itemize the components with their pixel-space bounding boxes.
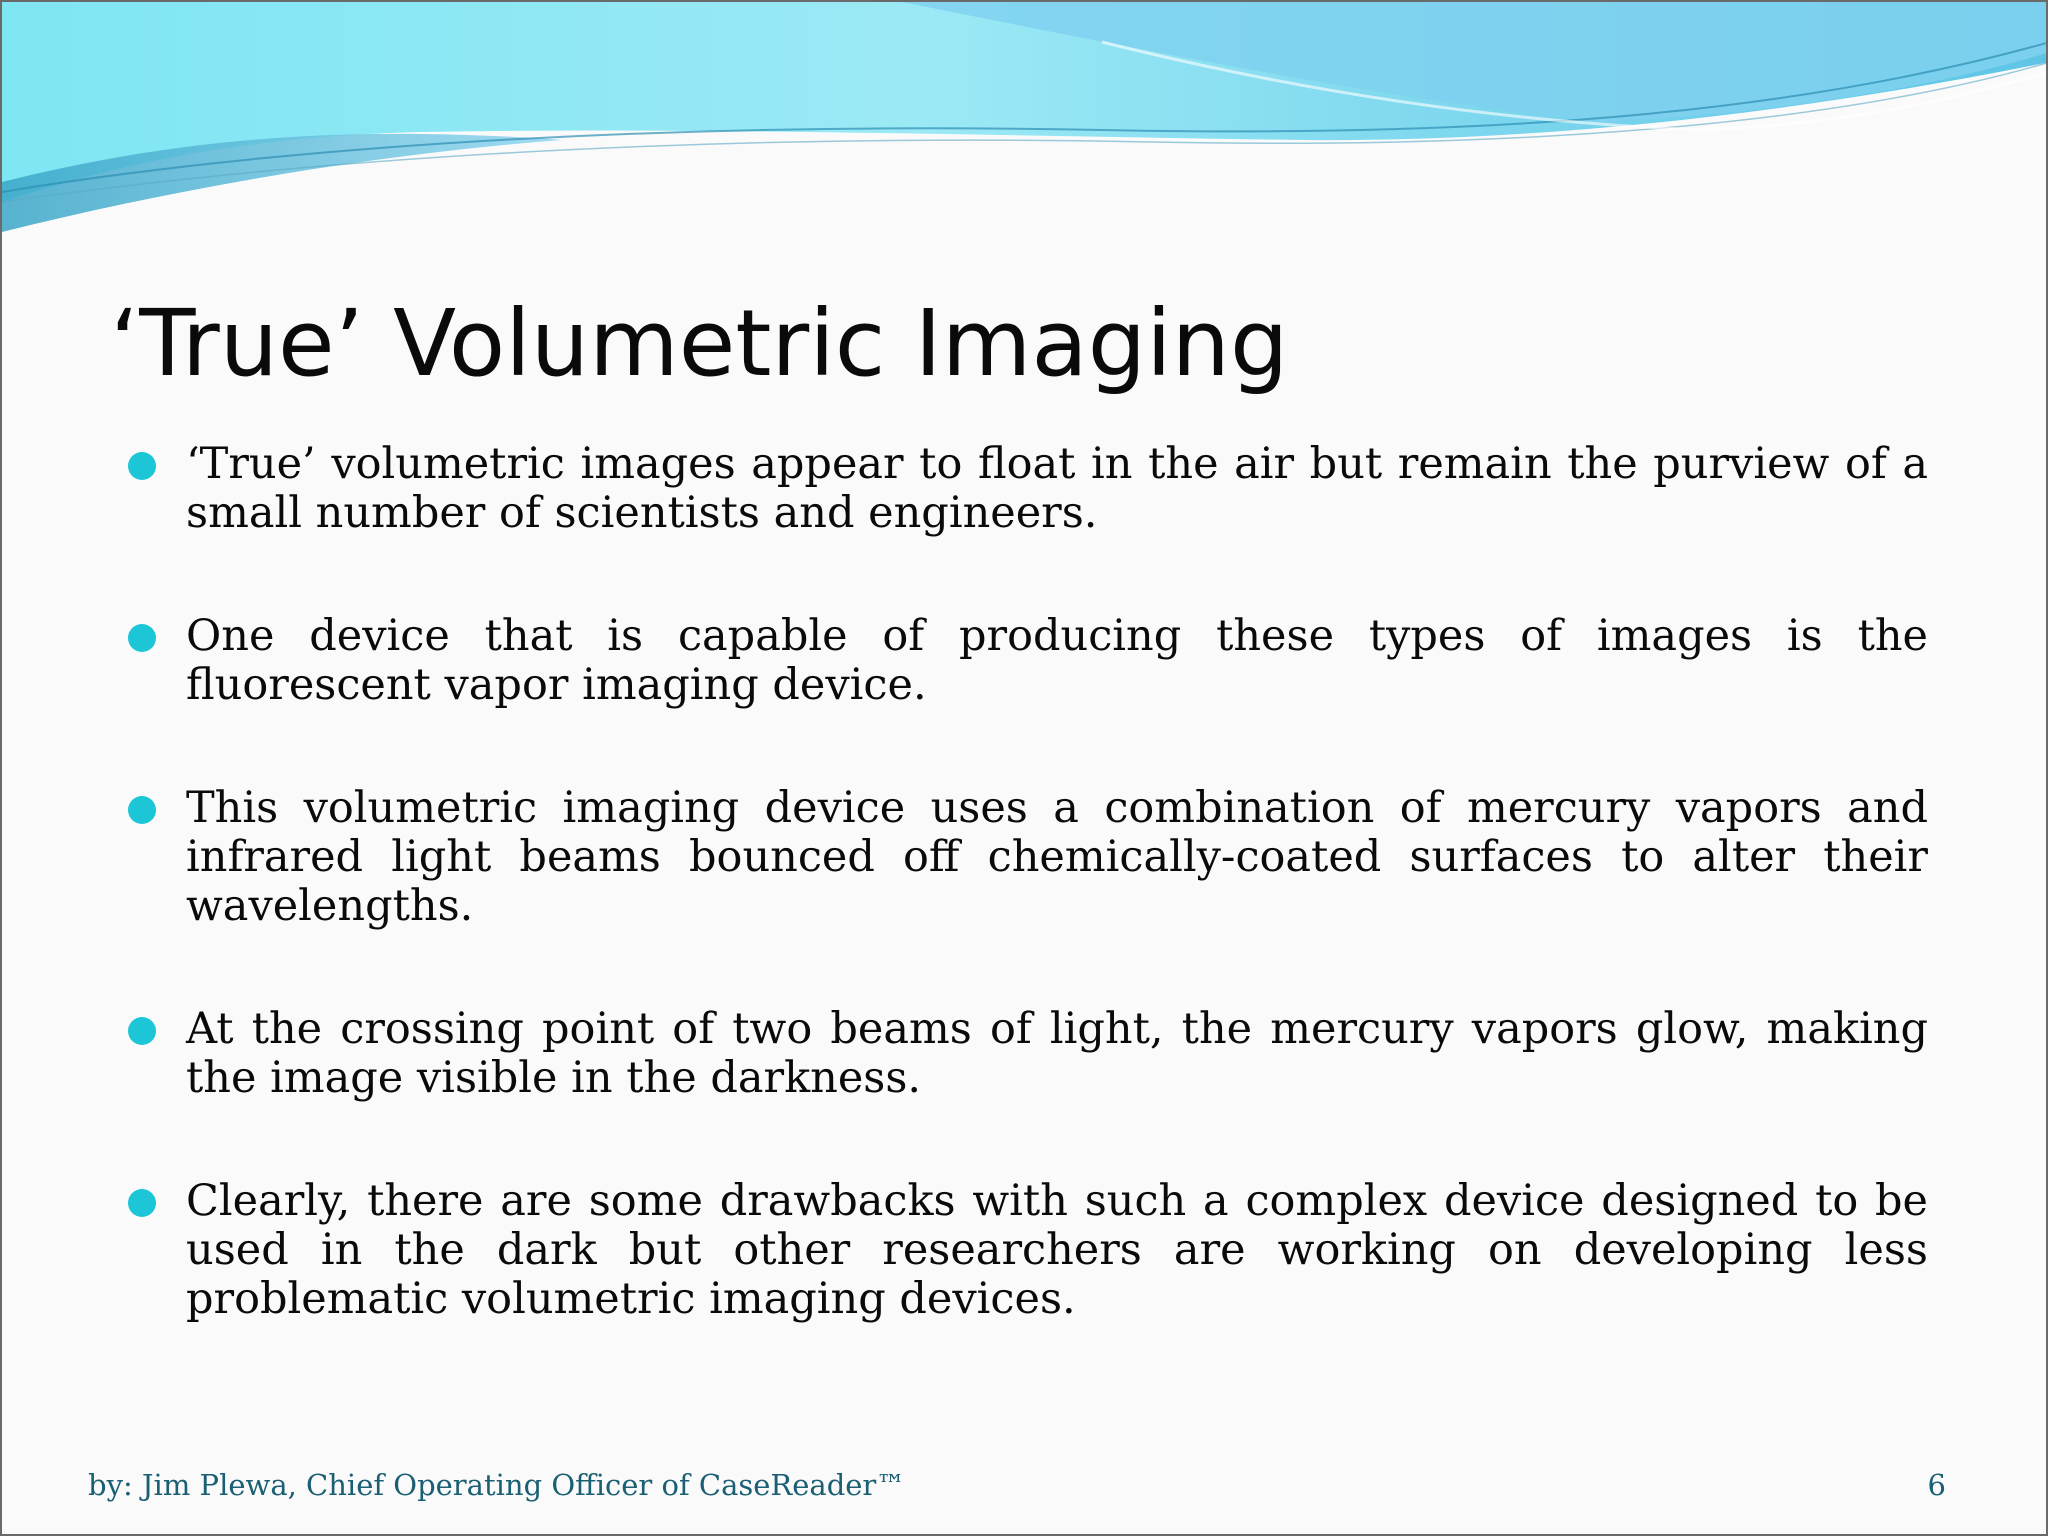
list-item [128,612,1928,710]
bullet-list [128,440,1928,1398]
bullet-text: One device that is capable of producing these types of images is the fluorescent vapor imaging device. [186,611,1928,710]
bullet-text: At the crossing point of two beams of light, the mercury vapors glow, making the image visible in the darkness. [186,1004,1928,1103]
bullet-dot-icon [128,624,156,652]
footer-credit: by: Jim Plewa, Chief Operating Officer of CaseReader™ [88,1468,906,1502]
bullet-dot-icon [128,1189,156,1217]
list-item [128,1005,1928,1103]
slide-title: ‘True’ Volumetric Imaging [110,290,1289,397]
header-wave-decoration [2,2,2048,242]
list-item [128,784,1928,931]
page-number: 6 [1927,1468,1946,1502]
list-item [128,440,1928,538]
bullet-text: ‘True’ volumetric images appear to float in the air but remain the purview of a small number of scientists and engineers. [186,439,1928,538]
bullet-dot-icon [128,452,156,480]
bullet-dot-icon [128,796,156,824]
bullet-dot-icon [128,1017,156,1045]
list-item [128,1177,1928,1324]
bullet-text: Clearly, there are some drawbacks with such a complex device designed to be used in the dark but other researchers are working on developing less problematic volumetric imaging devices. [186,1176,1928,1324]
bullet-text: This volumetric imaging device uses a combination of mercury vapors and infrared light beams bounced off chemically-coated surfaces to alter their wavelengths. [186,783,1928,931]
